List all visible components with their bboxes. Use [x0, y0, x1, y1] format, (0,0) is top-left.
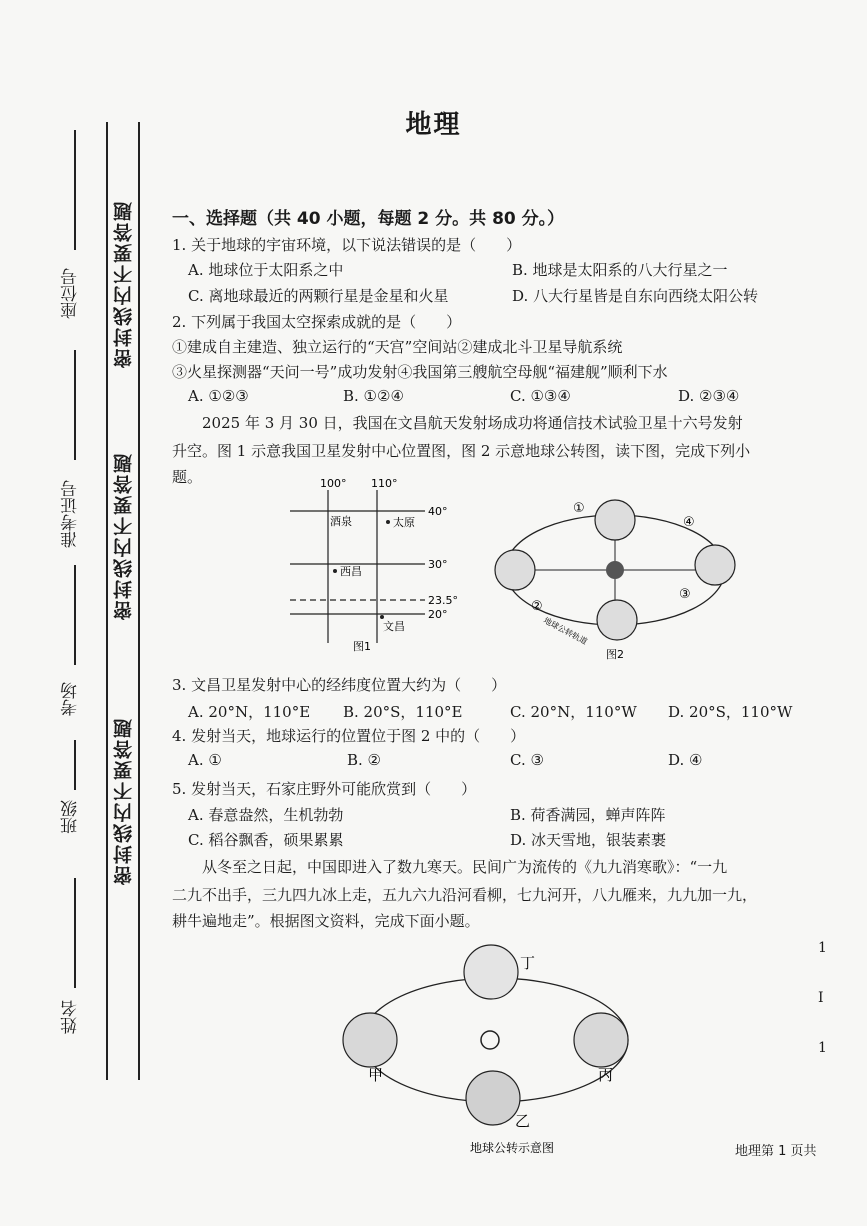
binding-line-thick [138, 122, 140, 1080]
sun-icon [606, 561, 624, 579]
name-label: 姓名 [61, 1000, 81, 1034]
q1-option-a[interactable]: A. 地球位于太阳系之中 [188, 261, 344, 279]
lat-label-20: 20° [428, 608, 448, 621]
figure1-caption: 图1 [353, 640, 371, 653]
place-taiyuan: 太原 [393, 516, 415, 529]
q3-option-b[interactable]: B. 20°S，110°E [343, 703, 463, 721]
place-xichang: 西昌 [340, 565, 362, 578]
seal-text-3: 密封线内不要答题 [113, 717, 135, 885]
q3-option-d[interactable]: D. 20°S，110°W [668, 703, 793, 721]
figure2-caption: 图2 [606, 648, 624, 661]
q4-option-b[interactable]: B. ② [347, 751, 382, 769]
lon-label-110: 110° [371, 477, 398, 490]
page-title: 地理 [405, 110, 462, 140]
section-heading: 一、选择题（共 40 小题，每题 2 分。共 80 分。） [172, 209, 565, 229]
q4-option-a[interactable]: A. ① [188, 751, 222, 769]
passage1-line1: 2025 年 3 月 30 日，我国在文昌航天发射场成功将通信技术试验卫星十六号发射 [202, 414, 743, 432]
q1-option-b[interactable]: B. 地球是太阳系的八大行星之一 [512, 261, 728, 279]
edge-mark-3: 1 [818, 1040, 827, 1056]
orbit-marker-1: ① [573, 501, 585, 516]
class-blank[interactable] [74, 740, 76, 790]
label-bing: 丙 [598, 1066, 614, 1084]
earth-top-icon [595, 500, 635, 540]
figure3-revolution-diagram [330, 940, 670, 1160]
q2-option-c[interactable]: C. ①③④ [510, 387, 571, 405]
passage1-line2: 升空。图 1 示意我国卫星发射中心位置图，图 2 示意地球公转图，读下图，完成下列小 [172, 442, 751, 460]
q2-stem: 2. 下列属于我国太空探索成就的是（ ） [172, 313, 462, 331]
figure3-caption: 地球公转示意图 [470, 1141, 555, 1155]
lon-label-100: 100° [320, 477, 347, 490]
earth-right-icon [695, 545, 735, 585]
page-footer: 地理第 1 页共 [735, 1144, 817, 1159]
q1-option-d[interactable]: D. 八大行星皆是自东向西绕太阳公转 [512, 287, 759, 305]
q2-statements-1: ①建成自主建造、独立运行的“天宫”空间站②建成北斗卫星导航系统 [172, 338, 623, 356]
lat-label-30: 30° [428, 558, 448, 571]
lat-label-40: 40° [428, 505, 448, 518]
q5-option-d[interactable]: D. 冰天雪地，银装素裹 [510, 831, 667, 849]
q1-option-c[interactable]: C. 离地球最近的两颗行星是金星和火星 [188, 287, 449, 305]
name-blank[interactable] [74, 878, 76, 988]
q3-option-a[interactable]: A. 20°N，110°E [188, 703, 311, 721]
binding-line-thin [106, 122, 108, 1080]
orbit-marker-3: ③ [679, 587, 691, 602]
edge-mark-2: I [818, 990, 824, 1006]
q5-option-a[interactable]: A. 春意盎然，生机勃勃 [188, 806, 344, 824]
seal-text-2: 密封线内不要答题 [113, 452, 135, 620]
passage2-line3: 耕牛遍地走”。根据图文资料，完成下面小题。 [172, 912, 480, 930]
q4-stem: 4. 发射当天，地球运行的位置位于图 2 中的（ ） [172, 727, 526, 745]
q1-stem: 1. 关于地球的宇宙环境，以下说法错误的是（ ） [172, 236, 522, 254]
orbit-path-label: 地球公转轨道 [542, 615, 589, 647]
orbit-marker-2: ② [531, 599, 543, 614]
exam-id-blank-2[interactable] [74, 565, 76, 665]
sun-icon-2 [481, 1031, 499, 1049]
q3-option-c[interactable]: C. 20°N，110°W [510, 703, 637, 721]
earth-bottom-icon [597, 600, 637, 640]
label-yi: 乙 [515, 1112, 531, 1130]
seal-text-1: 密封线内不要答题 [113, 200, 135, 368]
exam-id-blank[interactable] [74, 350, 76, 460]
q4-option-d[interactable]: D. ④ [668, 751, 703, 769]
place-jiuquan: 酒泉 [330, 515, 352, 528]
earth-ding-icon [464, 945, 518, 999]
place-wenchang: 文昌 [383, 620, 405, 633]
passage2-line1: 从冬至之日起，中国即进入了数九寒天。民间广为流传的《九九消寒歌》：“一九 [202, 858, 728, 876]
passage1-line3: 题。 [172, 468, 203, 486]
q4-option-c[interactable]: C. ③ [510, 751, 544, 769]
lat-label-23-5: 23.5° [428, 594, 458, 607]
earth-jia-icon [343, 1013, 397, 1067]
earth-yi-icon [466, 1071, 520, 1125]
orbit-marker-4: ④ [683, 515, 695, 530]
label-ding: 丁 [520, 954, 536, 972]
q5-option-c[interactable]: C. 稻谷飘香，硕果累累 [188, 831, 344, 849]
q2-option-a[interactable]: A. ①②③ [188, 387, 249, 405]
figure1-launch-center-map [285, 475, 470, 655]
passage2-line2: 二九不出手，三九四九冰上走，五九六九沿河看柳，七九河开，八九雁来，九九加一九， [172, 886, 758, 904]
seat-number-blank[interactable] [74, 130, 76, 250]
label-jia: 甲 [368, 1066, 384, 1084]
q2-statements-2: ③火星探测器“天问一号”成功发射④我国第三艘航空母舰“福建舰”顺利下水 [172, 363, 668, 381]
q2-option-d[interactable]: D. ②③④ [678, 387, 740, 405]
q3-stem: 3. 文昌卫星发射中心的经纬度位置大约为（ ） [172, 676, 507, 694]
exam-room-label: 考场 [61, 682, 81, 716]
seat-number-label: 座位号 [61, 268, 81, 319]
q5-option-b[interactable]: B. 荷香满园，蝉声阵阵 [510, 806, 666, 824]
class-label: 班级 [61, 800, 81, 834]
earth-left-icon [495, 550, 535, 590]
exam-id-label: 准考证号 [61, 480, 81, 548]
q2-option-b[interactable]: B. ①②④ [343, 387, 404, 405]
q5-stem: 5. 发射当天，石家庄野外可能欣赏到（ ） [172, 780, 477, 798]
figure2-earth-orbit [493, 490, 743, 662]
earth-bing-icon [574, 1013, 628, 1067]
edge-mark-1: 1 [818, 940, 827, 956]
